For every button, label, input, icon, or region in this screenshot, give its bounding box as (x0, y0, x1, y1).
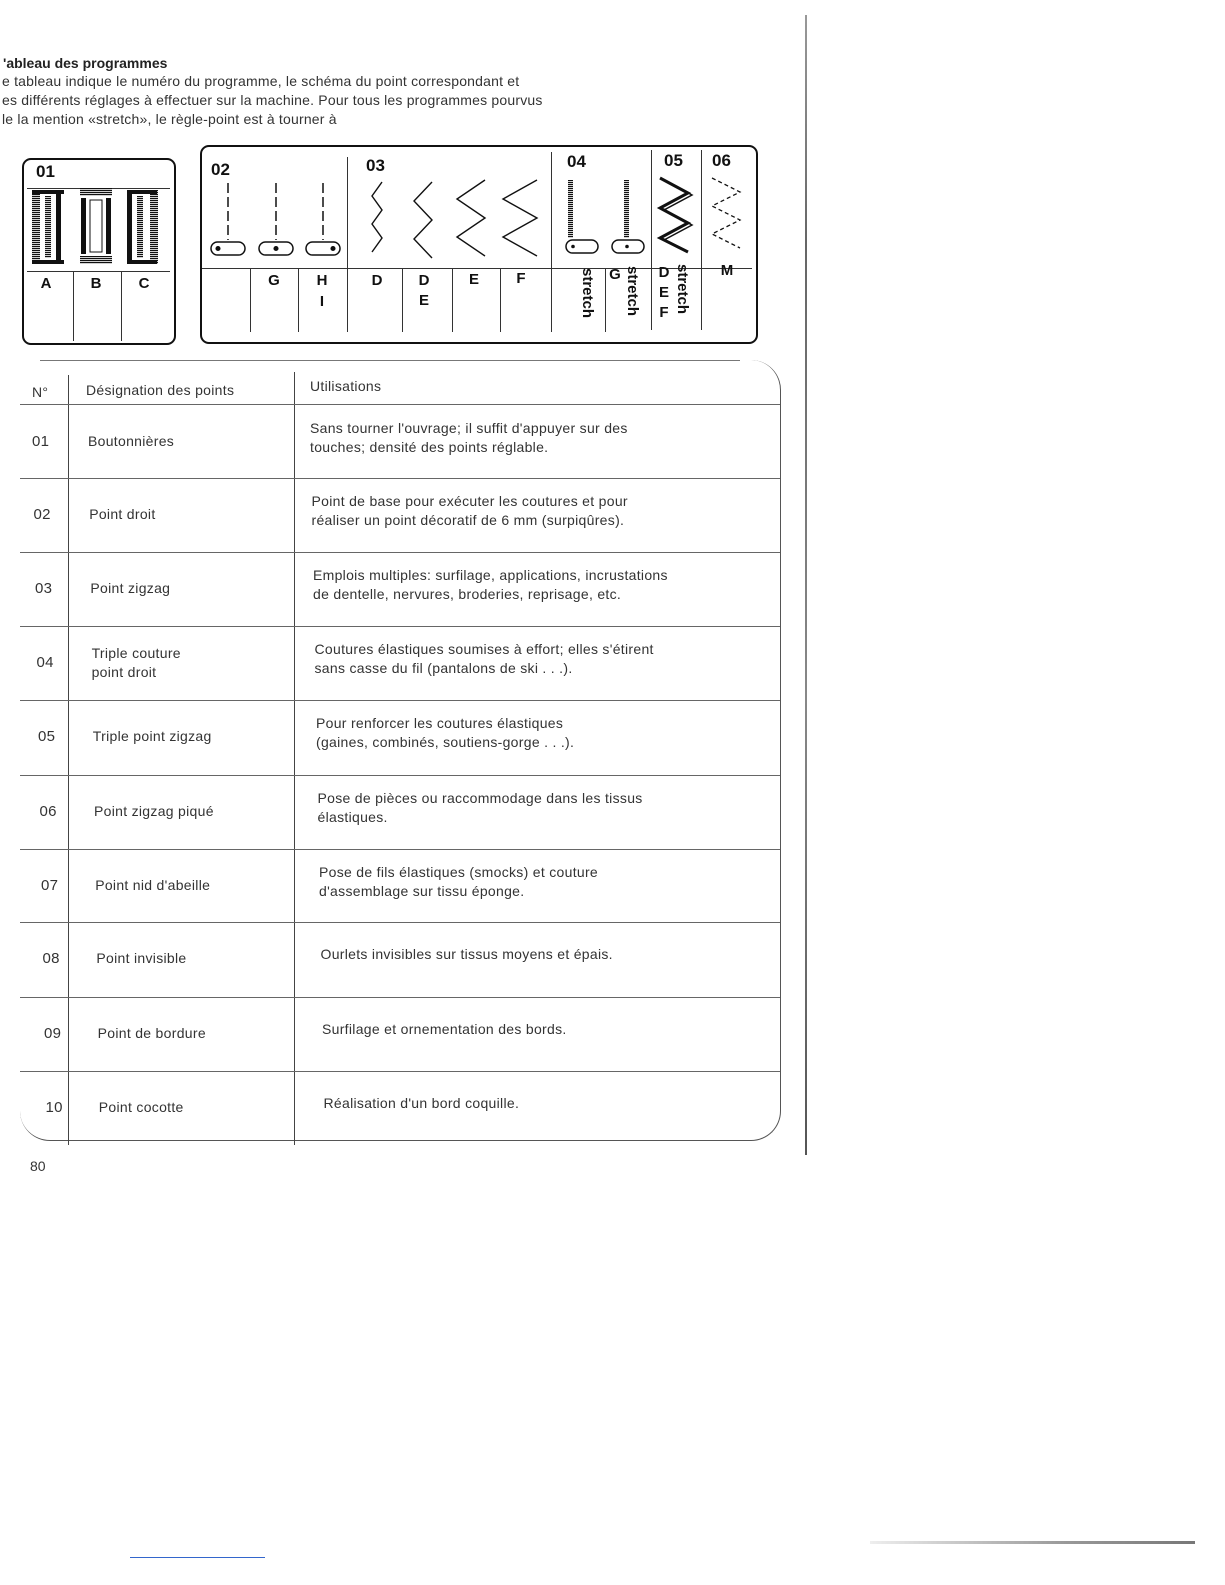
setting-label: F (659, 304, 669, 321)
program-number-06: 06 (712, 151, 731, 170)
divider (452, 268, 453, 332)
row-usage: élastiques. (317, 808, 388, 825)
setting-label: E (658, 284, 669, 301)
setting-label: F (516, 270, 526, 287)
row-number: 10 (45, 1099, 63, 1116)
program-number-04: 04 (567, 152, 586, 171)
row-usage: Pose de pièces ou raccommodage dans les tissus (317, 789, 643, 806)
row-divider (20, 700, 780, 701)
row-usage: Pour renforcer les coutures élastiques (316, 714, 564, 731)
row-usage: Point de base pour exécuter les coutures et pour (311, 492, 628, 509)
row-number: 01 (32, 433, 50, 450)
setting-label: E (418, 292, 429, 309)
row-designation: Point zigzag piqué (94, 803, 214, 819)
row-divider (20, 775, 780, 776)
row-number: 06 (39, 803, 57, 820)
row-number: 05 (38, 728, 56, 745)
divider (500, 268, 501, 332)
program-number-05: 05 (664, 151, 683, 170)
buttonhole-a-icon (32, 190, 64, 264)
row-number: 03 (35, 580, 53, 597)
divider (651, 150, 652, 330)
divider (250, 268, 251, 332)
page-number: 80 (30, 1158, 46, 1174)
buttonhole-b-icon (80, 188, 112, 264)
scan-edge-blue (130, 1557, 265, 1558)
row-designation: Triple couture (91, 644, 181, 661)
setting-label: M (720, 262, 734, 279)
row-divider (20, 997, 780, 998)
setting-label: G (268, 272, 280, 289)
intro-line: es différents réglages à effectuer sur la machine. Pour tous les programmes pourvus (2, 92, 543, 108)
header-designation: Désignation des points (86, 382, 235, 398)
program-number-01: 01 (36, 162, 55, 181)
row-divider (20, 849, 780, 850)
row-divider (20, 552, 780, 553)
divider (402, 268, 403, 332)
header-no: N° (32, 384, 49, 400)
stretch-label: stretch (624, 266, 641, 317)
stretch-label: stretch (579, 268, 596, 319)
table-top-border (40, 360, 740, 361)
setting-label: H (316, 272, 328, 289)
stitch-panel-programs (200, 145, 758, 344)
buttonhole-c-icon (127, 190, 158, 264)
row-divider (20, 626, 780, 627)
intro-line: le la mention «stretch», le règle-point est à tourner à (2, 111, 337, 127)
row-number: 02 (33, 506, 51, 523)
setting-label-b: B (90, 275, 102, 292)
row-usage: Surfilage et ornementation des bords. (322, 1021, 567, 1037)
setting-label-a: A (40, 275, 52, 292)
row-number: 08 (42, 950, 60, 967)
column-divider (294, 372, 295, 1145)
row-usage: Ourlets invisibles sur tissus moyens et épais. (320, 946, 613, 962)
row-usage: Pose de fils élastiques (smocks) et couture (319, 863, 599, 880)
setting-label: G (609, 266, 621, 283)
setting-label: D (658, 264, 670, 281)
header-usage: Utilisations (310, 378, 382, 394)
column-divider (68, 375, 69, 1145)
divider (347, 157, 348, 332)
section-title: 'ableau des programmes (3, 55, 168, 71)
row-usage: Réalisation d'un bord coquille. (323, 1095, 520, 1111)
setting-label: D (418, 272, 430, 289)
row-number: 09 (44, 1025, 62, 1042)
row-designation: Boutonnières (88, 433, 175, 449)
row-designation: Point droit (89, 506, 156, 522)
setting-label: I (319, 293, 325, 310)
row-divider (20, 1071, 780, 1072)
row-designation: Point cocotte (98, 1099, 184, 1115)
row-usage: Emplois multiples: surfilage, applications, incrustations (313, 566, 668, 583)
setting-label: E (468, 271, 479, 288)
row-usage: (gaines, combinés, soutiens-gorge . . .). (316, 733, 575, 750)
stretch-label: stretch (674, 264, 691, 315)
program-number-02: 02 (211, 160, 230, 179)
row-divider (20, 404, 780, 405)
divider (701, 150, 702, 330)
row-number: 07 (41, 877, 59, 894)
divider (551, 152, 552, 332)
row-usage: de dentelle, nervures, broderies, reprisage, etc. (313, 585, 622, 602)
row-usage: Sans tourner l'ouvrage; il suffit d'appuyer sur des (310, 419, 628, 436)
row-usage: réaliser un point décoratif de 6 mm (surpiqûres). (311, 511, 625, 528)
intro-line: e tableau indique le numéro du programme, le schéma du point correspondant et (2, 73, 520, 89)
row-usage: Coutures élastiques soumises à effort; elles s'étirent (314, 640, 654, 657)
row-usage: sans casse du fil (pantalons de ski . . .). (314, 659, 573, 676)
row-usage: d'assemblage sur tissu éponge. (319, 882, 525, 899)
setting-label: D (371, 272, 383, 289)
row-designation: Point nid d'abeille (95, 877, 211, 893)
row-divider (20, 478, 780, 479)
row-designation: Point de bordure (97, 1025, 206, 1041)
program-number-03: 03 (366, 156, 385, 175)
row-usage: touches; densité des points réglable. (310, 438, 549, 455)
row-designation: Point zigzag (90, 580, 171, 596)
row-designation: Triple point zigzag (92, 728, 212, 744)
row-divider (20, 922, 780, 923)
row-designation: Point invisible (96, 950, 187, 966)
divider (298, 268, 299, 332)
scan-edge (870, 1541, 1195, 1544)
row-number: 04 (36, 654, 54, 671)
row-designation: point droit (91, 663, 157, 680)
setting-label-c: C (138, 275, 150, 292)
